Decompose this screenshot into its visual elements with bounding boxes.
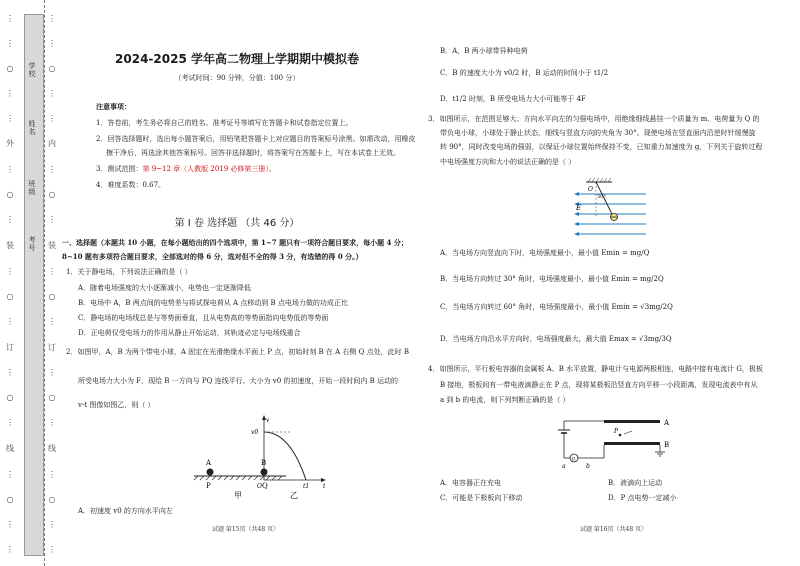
q3-line-2: 带负电小球，小球处于静止状态，细线与竖直方向的夹角为 30°。现使电场在竖直面内沿逆时针缓慢旋 xyxy=(440,129,756,137)
field-name: 姓名 xyxy=(28,120,36,136)
note-2-cont: 擦干净后，再选涂其他答案标号。回答非选择题时，将答案写在答题卡上，写在本试卷上无效。 xyxy=(106,149,400,157)
label-g: G xyxy=(571,456,576,463)
note-3: 3．测试范围：第 9~12 章（人教版 2019 必修第三册）。 xyxy=(96,165,276,173)
label-q: Q xyxy=(262,482,268,490)
q4-option-d: D．P 点电势一定减小 xyxy=(608,494,677,502)
inner-label: 内 xyxy=(48,139,56,149)
right-footer: 试题 第16页（共48 页） xyxy=(580,526,648,533)
q3-option-c: C．当电场方向转过 60° 角时，电场强度最小，最小值 Emin = √3mg/2Q xyxy=(440,303,673,311)
label-p: P xyxy=(614,428,619,435)
right-page xyxy=(424,0,790,566)
q2-line-2: 所受电场力大小为 F，现给 B 一方向与 PQ 连线平行、大小为 v0 的初速度，开始一段时间内 B 运动的 xyxy=(78,377,399,385)
label-plate-a: A xyxy=(664,419,670,427)
exam-title: 2024-2025 学年高二物理上学期期中模拟卷 xyxy=(115,52,359,66)
axis-t: t xyxy=(323,483,326,490)
label-plate-b: B xyxy=(664,441,670,449)
part1-line-2: 8~10 题有多项符合题目要求，全部选对的得 6 分，选对但不全的得 3 分，有选错的得 0 分。） xyxy=(62,252,363,261)
label-angle: 30° xyxy=(597,194,606,200)
q3-line-1: 3．如图所示，在范围足够大、方向水平向左的匀强电场中，用绝缘细线悬挂一个质量为 m、电荷量为 Q 的 xyxy=(428,115,760,123)
inner-seal-char-ding: 订 xyxy=(48,342,56,352)
q2-option-c: C．B 的速度大小为 v0/2 时，B 运动的时间小于 t1/2 xyxy=(440,69,609,77)
binding-margin xyxy=(0,0,45,566)
seal-char-ding: 订 xyxy=(6,342,14,352)
field-number: 考号 xyxy=(28,236,36,252)
inner-seal-char-xian: 线 xyxy=(48,444,56,454)
label-p: P xyxy=(206,482,211,490)
inner-seal-line: ⋮ ⋮ ○ ⋮ ⋮ 内 ⋮ ○ ⋮ 装 ⋮ ○ ⋮ 订 ⋮ ○ ⋮ 线 ⋮ ○ ⋮ ⋮ xyxy=(48,14,56,554)
field-school: 学校 xyxy=(28,62,36,78)
q2-option-b: B．A，B 两小球带异种电荷 xyxy=(440,47,528,55)
q2-option-d: D．t1/2 时刻，B 所受电场力大小可能等于 4F xyxy=(440,95,586,103)
exam-time: （考试时间：90 分钟，分值：100 分） xyxy=(174,74,300,82)
student-info-strip xyxy=(24,14,44,556)
axis-v: v xyxy=(266,417,270,424)
note-1: 1．答卷前，考生务必将自己的姓名、准考证号等填写在答题卡和试卷指定位置上。 xyxy=(96,119,353,127)
label-a-point: a xyxy=(562,463,566,470)
q2-line-1: 2．如图甲，A，B 为两个带电小球，A 固定在光滑绝缘水平面上 P 点，初始时刻 B 在 A 右侧 Q 点处，此时 B xyxy=(66,348,409,356)
section-title: 第 I 卷 选择题 （共 46 分） xyxy=(174,218,300,229)
label-b-point: b xyxy=(586,463,590,470)
label-b: B xyxy=(261,459,267,467)
q2-option-a: A．初速度 v0 的方向水平向左 xyxy=(78,507,173,515)
q4-line-2: B 接地，极板间有一带电液滴静止在 P 点，现将某极板沿竖直方向平移一小段距离，发现电流表中有从 xyxy=(440,381,758,389)
field-class: 班级 xyxy=(28,180,36,196)
outer-label: 外 xyxy=(6,139,14,149)
seal-char-zhuang: 装 xyxy=(6,241,14,251)
plate-b xyxy=(604,442,660,445)
note-2: 2．回答选择题时，选出每小题答案后，用铅笔把答题卡上对应题目的答案标号涂黑。如需改动，用橡皮 xyxy=(96,135,416,143)
q1-stem: 1．关于静电场，下列说法正确的是（ ） xyxy=(66,268,192,276)
seal-char-xian: 线 xyxy=(6,444,14,454)
q1-option-b: B．电场中 A，B 两点间的电势差与将试探电荷从 A 点移动到 B 点电场力做的功成正比 xyxy=(78,299,348,307)
label-t1: t1 xyxy=(303,483,310,490)
label-yi: 乙 xyxy=(290,491,298,500)
q4-line-3: a 到 b 的电流，则下列判断正确的是（ ） xyxy=(440,396,570,404)
part1-line-1: 一、选择题（本题共 10 小题，在每小题给出的四个选项中，第 1~7 题只有一项符合题目要求，每小题 4 分； xyxy=(62,238,408,247)
scope-red: 第 9~12 章（人教版 2019 必修第三册）。 xyxy=(142,165,276,173)
label-a: A xyxy=(206,459,212,467)
outer-seal-line: ⋮ ⋮ ○ ⋮ ⋮ 外 ⋮ ○ ⋮ 装 ⋮ ○ ⋮ 订 ⋮ ○ ⋮ 线 ⋮ ○ ⋮ ⋮ xyxy=(6,14,14,554)
q3-figure xyxy=(572,176,652,242)
q4-option-c: C．可能是下极板向下移动 xyxy=(440,494,523,502)
plate-a xyxy=(604,420,660,423)
left-page xyxy=(62,0,416,566)
q3-line-3: 转 90°，同时改变电场的强弱，以保证小球位置始终保持不变，已知重力加速度为 g，下列关于旋转过程 xyxy=(440,143,763,151)
notice-heading: 注意事项： xyxy=(96,102,131,111)
point-p xyxy=(619,434,622,437)
q2-line-3: v-t 图像如图乙，则（ ） xyxy=(78,401,155,409)
q1-option-a: A．随着电场强度的大小逐渐减小，电势也一定逐渐降低 xyxy=(78,284,252,292)
label-jia: 甲 xyxy=(234,491,242,500)
q4-circuit-figure xyxy=(544,404,684,470)
q1-option-d: D．正电荷仅受电场力的作用从静止开始运动，其轨迹必定与电场线重合 xyxy=(78,329,301,337)
ball-a xyxy=(207,469,214,476)
q4-option-a: A．电容器正在充电 xyxy=(440,479,502,487)
inner-seal-char-zhuang: 装 xyxy=(48,241,56,251)
left-footer: 试题 第15页（共48 页） xyxy=(212,526,280,533)
label-e: E xyxy=(576,204,582,212)
q4-line-1: 4．如图所示，平行板电容器的金属板 A、B 水平放置，静电计与电源两极相连，电路中接有电流计 G，极板 xyxy=(428,365,763,373)
q3-option-d: D．当电场方向沿水平方向时，电场强度最大，最大值 Emax = √3mg/3Q xyxy=(440,335,672,343)
q4-option-b: B．液滴向上运动 xyxy=(608,479,663,487)
vt-curve xyxy=(264,432,306,480)
q1-option-c: C．静电场的电场线总是与等势面垂直，且从电势高的等势面指向电势低的等势面 xyxy=(78,314,329,322)
q3-line-4: 中电场强度方向和大小的说法正确的是（ ） xyxy=(440,158,576,166)
note-4: 4．难度系数：0.67。 xyxy=(96,181,166,189)
label-v0: v0 xyxy=(251,429,259,436)
origin-o: O xyxy=(257,483,262,490)
label-o: O xyxy=(588,186,593,193)
q3-option-a: A．当电场方向竖直向下时，电场强度最小，最小值 Emin = mg/Q xyxy=(440,249,650,257)
figure-yi-vt-graph xyxy=(250,412,330,500)
q3-option-b: B．当电场方向转过 30° 角时，电场强度最小，最小值 Emin = mg/2Q xyxy=(440,275,664,283)
